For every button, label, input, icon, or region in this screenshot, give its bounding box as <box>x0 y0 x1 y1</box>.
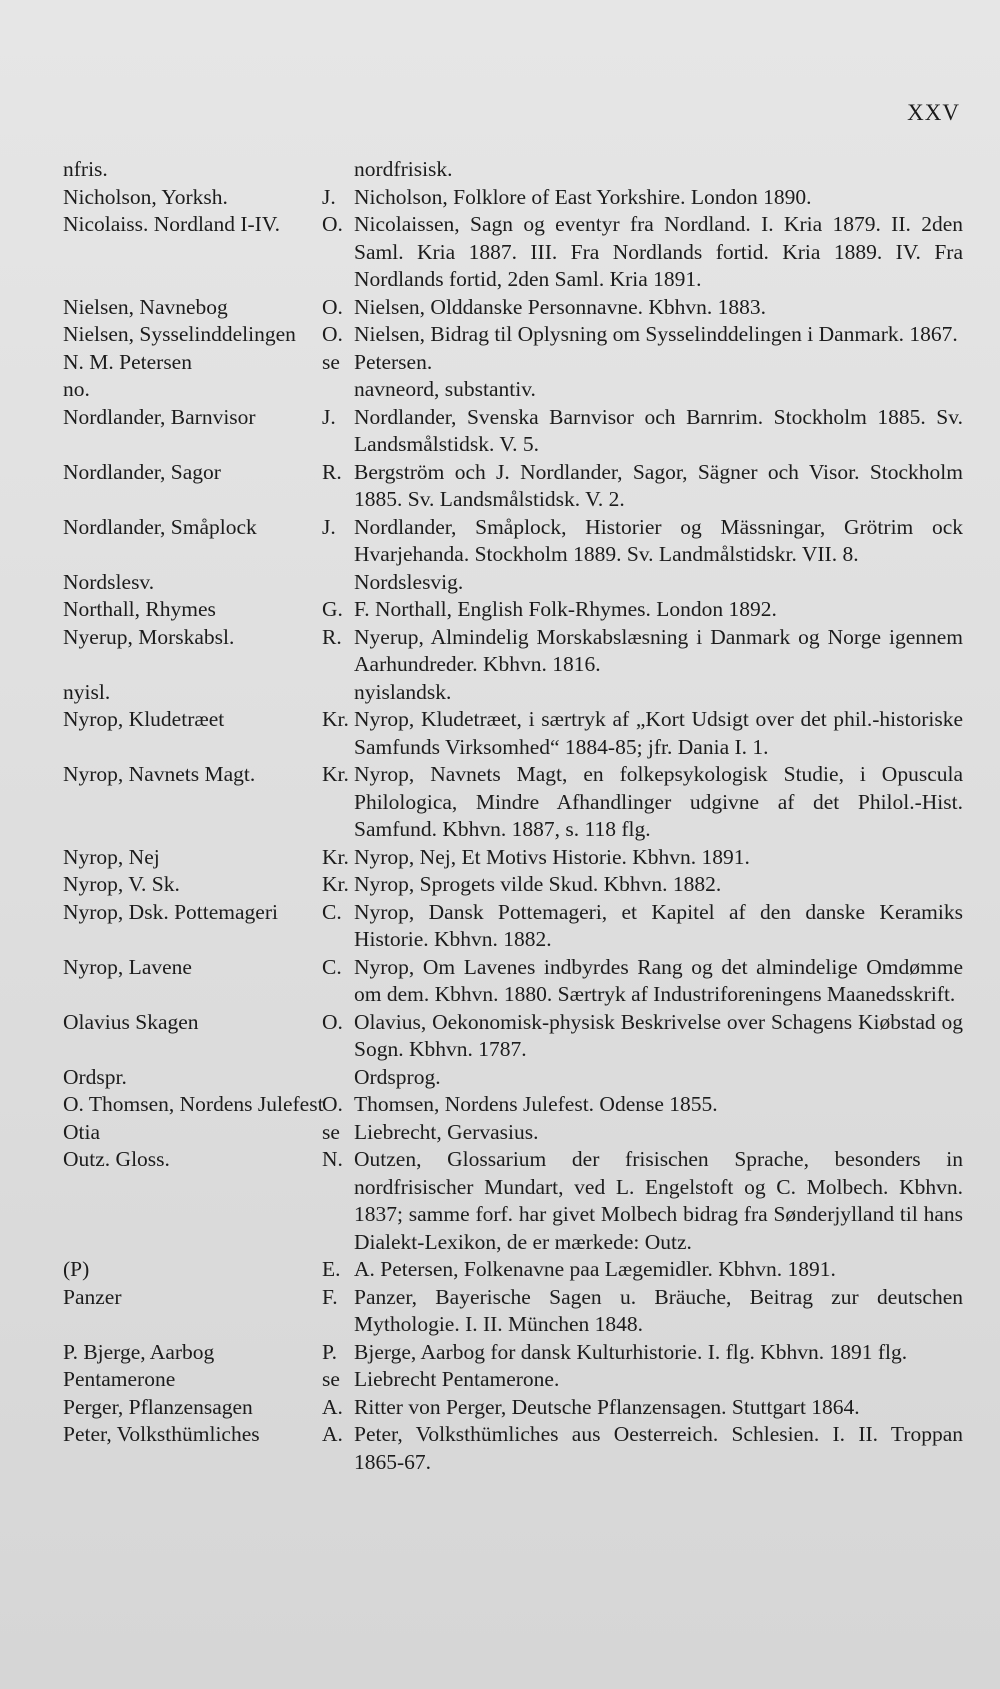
entry-abbreviation: Nyrop, Nej <box>63 844 160 869</box>
list-item <box>63 1366 963 1394</box>
entry-description: navneord, substantiv. <box>354 377 536 401</box>
entry-abbreviation: P. Bjerge, Aarbog <box>63 1339 215 1364</box>
entry-initial: O. <box>322 212 343 236</box>
entry-initial: E. <box>322 1257 341 1281</box>
list-item <box>63 871 963 899</box>
entry-description: Nielsen, Olddanske Personnavne. Kbhvn. 1883. <box>354 294 767 319</box>
entry-abbreviation: Nyrop, Kludetræet <box>63 707 225 731</box>
entry-initial: se <box>322 349 340 374</box>
entry-description: Outzen, Glossarium der frisischen Sprache, besonders in nordfrisischer Mundart, ved L. Engelstoft og C. Molbech. Kbhvn. 1837; samme forf. har givet Molbech bidrag fra Sønderjylland til hans Dialekt-Lexikon, de er mærkede: Outz. <box>354 1147 963 1254</box>
list-item <box>63 184 963 212</box>
entry-description: Nyrop, Om Lavenes indbyrdes Rang og det almindelige Omdømme om dem. Kbhvn. 1880. Særtryk af Industriforeningens Maanedsskrift. <box>354 954 963 1006</box>
entry-initial: G. <box>322 597 343 621</box>
entry-initial <box>322 376 354 404</box>
entry-description: Liebrecht, Gervasius. <box>354 1119 539 1144</box>
list-item <box>63 1339 963 1367</box>
entry-abbreviation: Panzer <box>63 1284 122 1309</box>
list-item <box>63 211 963 294</box>
entry-description: Nyrop, Dansk Pottemageri, et Kapitel af den danske Keramiks Historie. Kbhvn. 1882. <box>354 899 963 951</box>
page-number: XXV <box>907 100 960 125</box>
entry-initial: Kr. <box>322 762 349 786</box>
list-item <box>63 321 963 349</box>
list-item <box>63 349 963 377</box>
entry-initial: Kr. <box>322 707 349 731</box>
entry-description: Ordsprog. <box>354 1064 441 1089</box>
entry-initial <box>322 1064 354 1092</box>
entry-abbreviation: Nicolaiss. Nordland I-IV. <box>63 212 280 236</box>
list-item <box>63 1394 963 1422</box>
entry-initial <box>322 569 354 597</box>
entry-abbreviation: Ordspr. <box>63 1064 127 1089</box>
entry-description: A. Petersen, Folkenavne paa Lægemidler. Kbhvn. 1891. <box>354 1257 836 1281</box>
entry-description: F. Northall, English Folk-Rhymes. London 1892. <box>354 597 777 621</box>
entry-description: Thomsen, Nordens Julefest. Odense 1855. <box>354 1092 718 1116</box>
entry-initial: J. <box>322 514 336 539</box>
list-item <box>63 954 963 1009</box>
list-item <box>63 459 963 514</box>
list-item <box>63 1119 963 1147</box>
entry-abbreviation: nfris. <box>63 157 108 181</box>
entry-initial: R. <box>322 459 342 484</box>
entry-description: Nyrop, Navnets Magt, en folkepsykologisk Studie, i Opuscula Philologica, Mindre Afhandlinger udgivne af det Philol.-Hist. Samfund. Kbhvn. 1887, s. 118 flg. <box>354 762 963 841</box>
entry-description: Nyrop, Nej, Et Motivs Historie. Kbhvn. 1891. <box>354 844 750 869</box>
list-item <box>63 1064 963 1092</box>
entry-description: Nordslesvig. <box>354 569 464 594</box>
entry-description: nyislandsk. <box>354 679 452 704</box>
entry-initial: se <box>322 1367 340 1391</box>
entry-abbreviation: Otia <box>63 1119 101 1144</box>
entry-description: Nicolaissen, Sagn og eventyr fra Nordland. I. Kria 1879. II. 2den Saml. Kria 1887. III. Fra Nordlands fortid. Kria 1889. IV. Fra Nordlands fortid, 2den Saml. Kria 1891. <box>354 212 963 291</box>
entry-abbreviation: Northall, Rhymes <box>63 597 216 621</box>
entry-abbreviation: Pentamerone <box>63 1367 176 1391</box>
entry-abbreviation: Nielsen, Sysselinddelingen <box>63 322 296 346</box>
abbreviation-list <box>63 156 963 1476</box>
entry-abbreviation: no. <box>63 377 90 401</box>
entry-abbreviation: Nordlander, Barnvisor <box>63 404 256 429</box>
entry-abbreviation: Nyrop, Navnets Magt. <box>63 762 256 786</box>
entry-abbreviation: nyisl. <box>63 679 111 704</box>
entry-initial: J. <box>322 404 336 429</box>
entry-initial: J. <box>322 184 336 209</box>
list-item <box>63 376 963 404</box>
entry-abbreviation: Nordlander, Småplock <box>63 514 257 539</box>
entry-abbreviation: Nicholson, Yorksh. <box>63 184 228 209</box>
entry-initial: Kr. <box>322 844 349 869</box>
entry-abbreviation: Nyrop, V. Sk. <box>63 872 180 896</box>
list-item <box>63 1009 963 1064</box>
entry-initial: R. <box>322 624 342 649</box>
entry-abbreviation: N. M. Petersen <box>63 349 192 374</box>
entry-description: Panzer, Bayerische Sagen u. Bräuche, Beitrag zur deutschen Mythologie. I. II. München 1848. <box>354 1284 963 1336</box>
entry-description: Liebrecht Pentamerone. <box>354 1367 560 1391</box>
entry-abbreviation: Nielsen, Navnebog <box>63 294 228 319</box>
entry-description: Nyerup, Almindelig Morskabslæsning i Danmark og Norge igennem Aarhundreder. Kbhvn. 1816. <box>354 624 963 676</box>
entry-initial: O. <box>322 1009 343 1034</box>
entry-abbreviation: Nordlander, Sagor <box>63 459 221 484</box>
entry-description: Olavius, Oekonomisk-physisk Beskrivelse over Schagens Kiøbstad og Sogn. Kbhvn. 1787. <box>354 1009 963 1061</box>
entry-description: Nordlander, Småplock, Historier og Mässningar, Grötrim ock Hvarjehanda. Stockholm 1889. Sv. Landmålstidskr. VII. 8. <box>354 514 963 566</box>
entry-initial: Kr. <box>322 872 349 896</box>
entry-abbreviation: Nordslesv. <box>63 569 155 594</box>
entry-abbreviation: Nyrop, Dsk. Pottemageri <box>63 899 278 924</box>
entry-initial <box>322 156 354 184</box>
entry-initial: F. <box>322 1284 338 1309</box>
entry-initial: O. <box>322 322 343 346</box>
list-item <box>63 679 963 707</box>
entry-initial: O. <box>322 1092 343 1116</box>
entry-abbreviation: Peter, Volksthümliches <box>63 1422 260 1446</box>
entry-description: Nyrop, Sprogets vilde Skud. Kbhvn. 1882. <box>354 872 722 896</box>
entry-initial: A. <box>322 1394 343 1419</box>
list-item <box>63 404 963 459</box>
entry-abbreviation: Olavius Skagen <box>63 1009 199 1034</box>
entry-initial: A. <box>322 1422 343 1446</box>
entry-description: Nicholson, Folklore of East Yorkshire. London 1890. <box>354 184 812 209</box>
entry-abbreviation: Outz. Gloss. <box>63 1147 170 1171</box>
entry-initial: O. <box>322 294 343 319</box>
list-item <box>63 514 963 569</box>
list-item <box>63 706 963 761</box>
entry-description: Nyrop, Kludetræet, i særtryk af „Kort Udsigt over det phil.-historiske Samfunds Virksomhed“ 1884-85; jfr. Dania I. 1. <box>354 707 963 759</box>
entry-abbreviation: (P) <box>63 1257 90 1281</box>
list-item <box>63 899 963 954</box>
entry-abbreviation: O. Thomsen, Nordens Julefest <box>63 1092 324 1116</box>
list-item <box>63 569 963 597</box>
entry-description: Nielsen, Bidrag til Oplysning om Sysselinddelingen i Danmark. 1867. <box>354 322 958 346</box>
entry-initial: N. <box>322 1147 343 1171</box>
entry-description: Bjerge, Aarbog for dansk Kulturhistorie. I. flg. Kbhvn. 1891 flg. <box>354 1339 908 1364</box>
entry-initial: P. <box>322 1339 337 1364</box>
list-item <box>63 1421 963 1476</box>
entry-description: Bergström och J. Nordlander, Sagor, Sägner och Visor. Stockholm 1885. Sv. Landsmålstidsk. V. 2. <box>354 459 963 511</box>
entry-abbreviation: Perger, Pflanzensagen <box>63 1394 253 1419</box>
entry-description: Peter, Volksthümliches aus Oesterreich. Schlesien. I. II. Troppan 1865-67. <box>354 1422 963 1474</box>
list-item <box>63 1146 963 1256</box>
list-item <box>63 624 963 679</box>
list-item <box>63 844 963 872</box>
entry-description: nordfrisisk. <box>354 157 453 181</box>
entry-initial <box>322 679 354 707</box>
entry-initial: C. <box>322 954 342 979</box>
list-item <box>63 1091 963 1119</box>
entry-initial: se <box>322 1119 340 1144</box>
list-item <box>63 1284 963 1339</box>
list-item <box>63 156 963 184</box>
entry-description: Nordlander, Svenska Barnvisor och Barnrim. Stockholm 1885. Sv. Landsmålstidsk. V. 5. <box>354 404 963 456</box>
list-item <box>63 596 963 624</box>
entry-abbreviation: Nyrop, Lavene <box>63 954 192 979</box>
list-item <box>63 294 963 322</box>
list-item <box>63 761 963 844</box>
entry-description: Petersen. <box>354 349 433 374</box>
entry-initial: C. <box>322 899 342 924</box>
entry-abbreviation: Nyerup, Morskabsl. <box>63 624 235 649</box>
list-item <box>63 1256 963 1284</box>
entry-description: Ritter von Perger, Deutsche Pflanzensagen. Stuttgart 1864. <box>354 1394 860 1419</box>
